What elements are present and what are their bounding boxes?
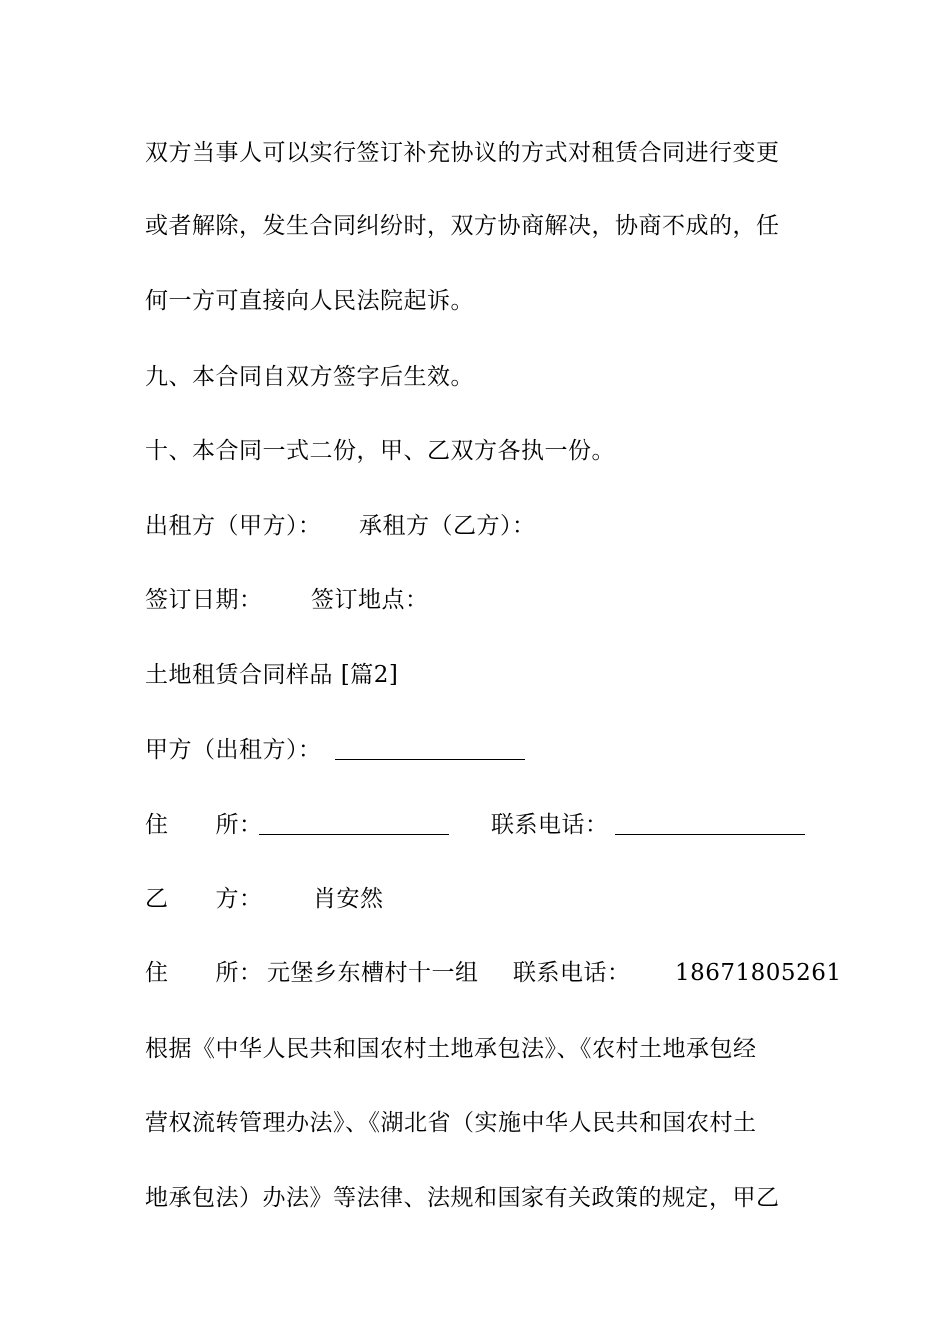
paragraph-line: 或者解除，发生合同纠纷时，双方协商解决，协商不成的，任 <box>145 213 780 239</box>
party-b-address-label: 住 所： <box>145 960 263 986</box>
sign-place-label: 签订地点： <box>311 587 429 613</box>
paragraph-line: 双方当事人可以实行签订补充协议的方式对租赁合同进行变更 <box>145 140 780 166</box>
lessor-label: 出租方（甲方）： <box>145 513 322 539</box>
party-b-name: 肖安然 <box>313 886 384 912</box>
party-a-label: 甲方（出租方）： <box>145 737 322 763</box>
party-b-phone-label: 联系电话： <box>513 960 631 986</box>
party-a-blank <box>335 737 525 760</box>
signature-parties-row <box>145 511 805 541</box>
paragraph-line: 根据《中华人民共和国农村土地承包法》、《农村土地承包经 <box>145 1036 757 1062</box>
lessee-label: 承租方（乙方）： <box>359 513 536 539</box>
party-a-address-blank <box>259 812 449 835</box>
section-title: 土地租赁合同样品 [篇2] <box>145 662 399 688</box>
party-b-address-row <box>145 958 842 988</box>
sign-date-label: 签订日期： <box>145 587 263 613</box>
party-a-row <box>145 735 805 765</box>
clause-ten: 十、本合同一式二份，甲、乙双方各执一份。 <box>145 438 615 464</box>
party-a-phone-blank <box>615 812 805 835</box>
party-b-row <box>145 884 805 914</box>
party-a-address-row <box>145 810 805 840</box>
paragraph-line: 营权流转管理办法》、《湖北省（实施中华人民共和国农村土 <box>145 1110 757 1136</box>
party-a-address-label: 住 所： <box>145 812 263 838</box>
paragraph-line: 地承包法）办法》等法律、法规和国家有关政策的规定，甲乙 <box>145 1185 780 1211</box>
clause-nine: 九、本合同自双方签字后生效。 <box>145 364 474 390</box>
paragraph-line: 何一方可直接向人民法院起诉。 <box>145 288 474 314</box>
party-b-label: 乙 方： <box>145 886 263 912</box>
party-a-phone-label: 联系电话： <box>491 812 609 838</box>
party-b-address: 元堡乡东槽村十一组 <box>267 960 479 986</box>
party-b-phone: 18671805261 <box>675 960 842 986</box>
signature-date-row <box>145 585 805 615</box>
